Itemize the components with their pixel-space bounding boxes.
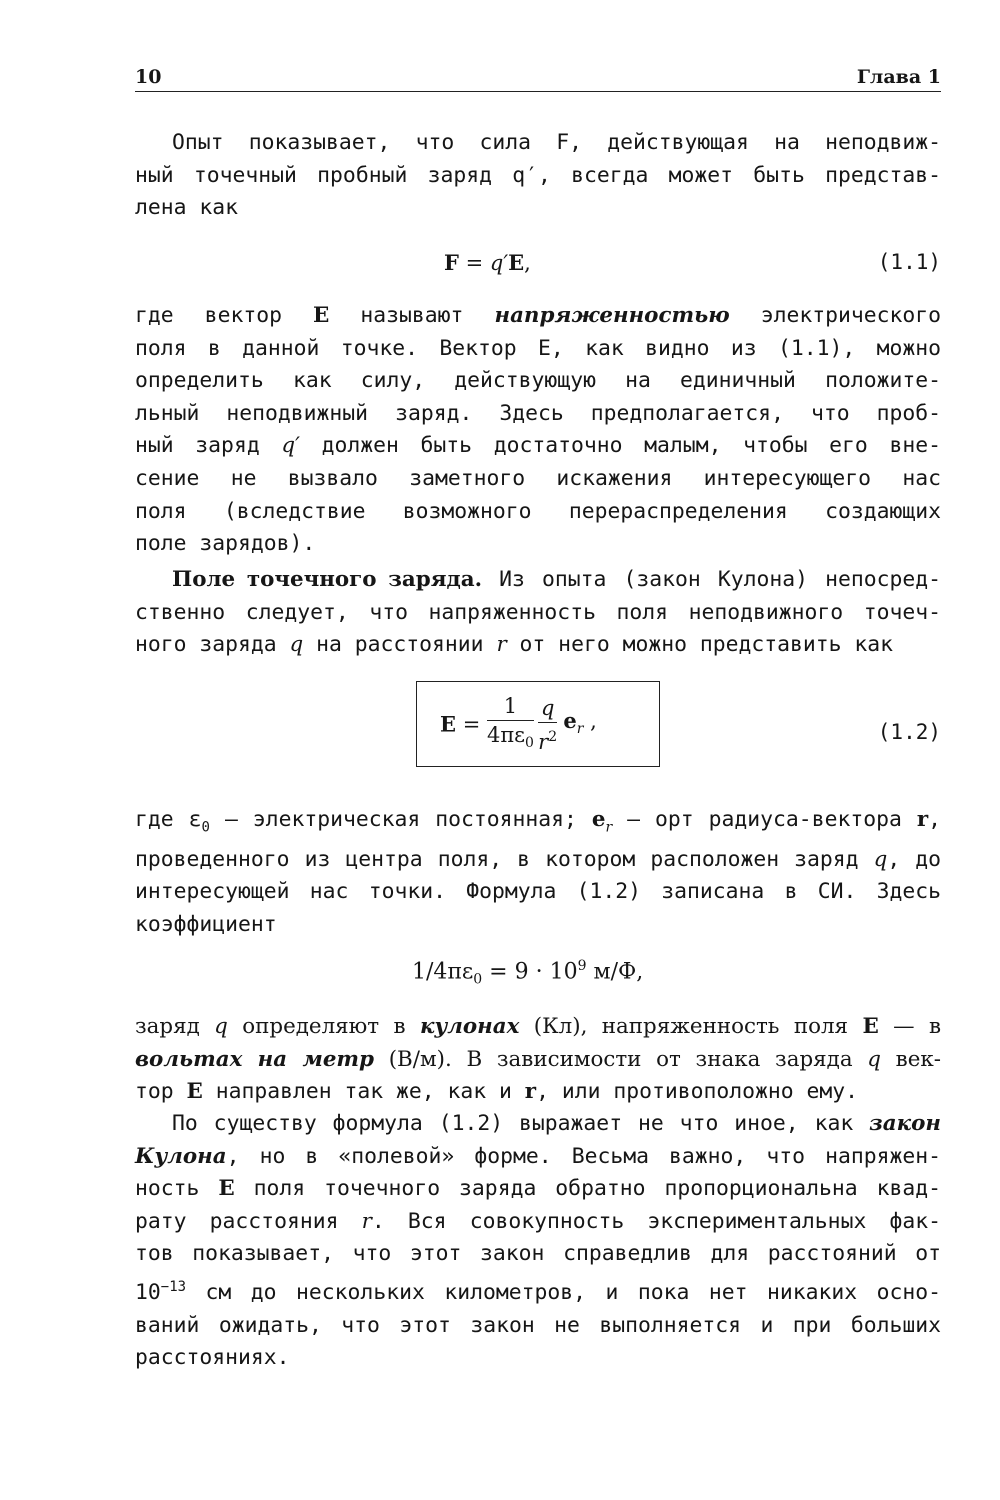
page-number: 10 — [135, 66, 162, 88]
text-line: поля (вследствие возможного перераспределения создающих — [135, 498, 941, 524]
equation-coefficient: $1/4\pi\varepsilon_0 = 9 \cdot 10^9$ м/Ф, — [412, 958, 644, 988]
text-line: где вектор E называют напряженностью электрического — [135, 303, 941, 328]
term-volt-per-meter: вольтах на метр — [135, 1046, 375, 1072]
text-line: тов показывает, что этот закон справедлив для расстояний от — [135, 1241, 941, 1267]
paragraph-units — [135, 1011, 941, 1109]
text-line: ваний ожидать, что этот закон не выполняется и при больших — [135, 1312, 941, 1338]
paragraph-intro — [135, 127, 941, 225]
equation-number-1-2: (1.2) — [877, 720, 941, 744]
text-line: ный точечный пробный заряд q′, всегда может быть представ- — [135, 162, 941, 188]
text-line: Кулона, но в «полевой» форме. Весьма важно, что напряжен- — [135, 1143, 941, 1169]
paragraph-point-charge — [135, 564, 941, 662]
term-zakon: закон — [869, 1111, 941, 1136]
text-line: ного заряда q на расстоянии r от него можно представить как — [135, 632, 894, 658]
term-kulon: кулонах — [419, 1014, 520, 1039]
equation-number-1-1: (1.1) — [877, 250, 941, 274]
text-line: Опыт показывает, что сила F, действующая на неподвиж- — [172, 130, 941, 155]
running-header — [135, 66, 941, 92]
text-line: лена как — [135, 195, 239, 221]
text-line: ственно следует, что напряженность поля неподвижного точеч- — [135, 599, 941, 625]
text-line: По существу формула (1.2) выражает не что иное, как закон — [172, 1111, 941, 1136]
term-napryazhennost: напряженностью — [494, 303, 730, 328]
text-line: рату расстояния r. Вся совокупность экспериментальных фак- — [135, 1208, 941, 1234]
text-line: $10^{-13}$ см до нескольких километров, и пока нет никаких осно- — [135, 1278, 941, 1306]
text-line: поля в данной точке. Вектор E, как видно из (1.1), можно — [135, 335, 941, 361]
term-kulona: Кулона — [135, 1143, 227, 1169]
text-line: определить как силу, действующую на единичный положите- — [135, 368, 941, 394]
text-line: где $\varepsilon_0$ — электрическая постоянная; $e_r$ — орт радиуса-вектора r, — [135, 807, 941, 836]
fraction-charge: $\frac{q}{r^2}$ — [538, 695, 558, 754]
text-line: ный заряд q′ должен быть достаточно малым, чтобы его вне- — [135, 433, 941, 459]
text-line: льный неподвижный заряд. Здесь предполагается, что проб- — [135, 400, 941, 426]
equation-1-2: E = $\frac{1}{4\pi\varepsilon_0}$ $\frac{q}{r^2}$ $e_r$ , — [440, 694, 597, 754]
text-line: расстояниях. — [135, 1345, 290, 1371]
paragraph-coulomb-law — [135, 1108, 941, 1375]
chapter-title: Глава 1 — [856, 66, 941, 88]
text-line: заряд q определяют в кулонах (Кл), напряженность поля E — в — [135, 1014, 941, 1039]
text-line: поле зарядов). — [135, 531, 316, 557]
section-heading: Поле точечного заряда. — [172, 567, 483, 592]
equation-1-1: F = q′E, — [444, 250, 531, 275]
fraction-constant: $\frac{1}{4\pi\varepsilon_0}$ — [486, 694, 534, 752]
text-line: Поле точечного заряда. Из опыта (закон Кулона) непосред- — [172, 567, 941, 592]
text-line: проведенного из центра поля, в котором расположен заряд q, до — [135, 846, 942, 872]
text-line: сение не вызвало заметного искажения интересующего нас — [135, 465, 941, 491]
paragraph-field-strength — [135, 300, 941, 561]
paragraph-constant — [135, 804, 941, 942]
text-line: ность E поля точечного заряда обратно пропорциональна квад- — [135, 1176, 941, 1202]
text-line: вольтах на метр (В/м). В зависимости от знака заряда q век- — [135, 1046, 941, 1072]
text-line: коэффициент — [135, 912, 277, 938]
text-line: интересующей нас точки. Формула (1.2) записана в СИ. Здесь — [135, 879, 941, 905]
text-line: тор E направлен так же, как и r, или противоположно ему. — [135, 1079, 859, 1105]
